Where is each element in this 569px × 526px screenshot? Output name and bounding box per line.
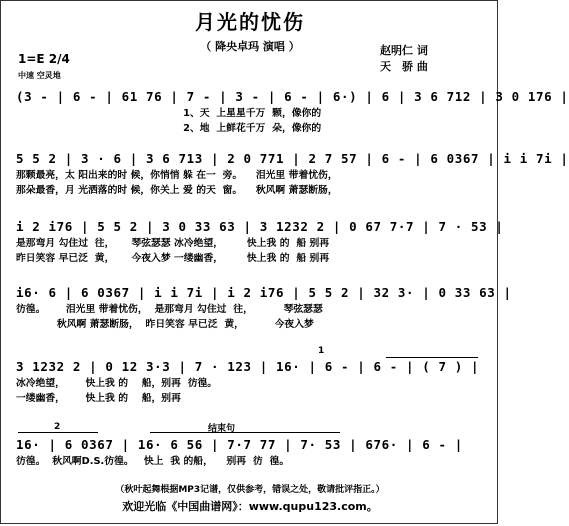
- score-row-3: [16, 218, 504, 266]
- lyric-verse-1: 彷徨。 泪光里 带着忧伤， 是那弯月 勾住过 往， 琴弦瑟瑟: [16, 304, 323, 315]
- volta-two-mark: 2: [54, 422, 61, 432]
- lyricist: 赵明仁 词: [380, 44, 428, 57]
- transcription-note: （秋叶起舞根据MP3记谱，仅供参考，错误之处，敬请批评指正。）: [115, 485, 385, 495]
- ending-line: [150, 432, 340, 433]
- lyric-verse-2: 昨日笑容 早已泛 黄， 今夜入梦 一缕幽香， 快上我 的 船 别再: [16, 253, 330, 264]
- notation-line: 16· | 6 0367 | 16· 6 56 | 7·7 77 | 7· 53 | 676· | 6 - |: [16, 437, 463, 452]
- key-signature: 1=E 2/4: [18, 52, 70, 66]
- notation-line: i6· 6 | 6 0367 | i i 7i | i 2 i76 | 5 5 2 | 32 3· | 0 33 63 |: [16, 285, 512, 300]
- composer: 天 骄 曲: [380, 60, 428, 73]
- lyric-verse-2: 2、地 上鲜花千万 朵，像你的: [16, 123, 322, 134]
- lyric-verse-1: 1、天 上星星千万 颗，像你的: [16, 108, 322, 119]
- ending-label: 结束句: [208, 424, 236, 434]
- notation-line: i 2 i76 | 5 5 2 | 3 0 33 63 | 3 1232 2 | 0 67 7·7 | 7 · 53 |: [16, 219, 504, 234]
- notation-line: 5 5 2 | 3 · 6 | 3 6 713 | 2 0 771 | 2 7 57 | 6 - | 6 0367 | i i 7i |: [16, 151, 569, 166]
- lyric-verse-2: 一缕幽香， 快上我 的 船，别再: [16, 393, 181, 404]
- notation-line: 3 1232 2 | 0 12 3·3 | 7 · 123 | 16· | 6 - | 6 - | ( 7 ) |: [16, 359, 480, 374]
- lyric-verse-2: 秋风啊 萧瑟断肠， 昨日笑容 早已泛 黄， 今夜入梦: [16, 319, 314, 330]
- lyric-verse-2: 那朵最香，月 光洒落的时 候，你关上 爱 的天 窗。 秋风啊 萧瑟断肠，: [16, 185, 338, 196]
- volta-two-line: [18, 432, 98, 433]
- tempo-marking: 中速 空灵地: [18, 71, 61, 80]
- score-row-4: [16, 284, 512, 332]
- score-row-1: [16, 88, 569, 136]
- score-row-6: [16, 436, 486, 469]
- lyric-verse-1: 那颗最亮，太 阳出来的时 候，你悄悄 躲 在一 旁。 泪光里 带着忧伤，: [16, 170, 338, 181]
- lyric-verse-1: 冰冷绝望， 快上我 的 船，别再 彷徨。: [16, 378, 218, 389]
- song-title: 月光的忧伤: [195, 10, 305, 34]
- repeat-mark-one: 1: [318, 346, 325, 356]
- lyric-verse-1: 彷徨。 秋风啊D.S.彷徨。 快上 我 的船， 别再 彷 徨。: [16, 456, 290, 467]
- lyric-verse-1: 是那弯月 勾住过 往， 琴弦瑟瑟 冰冷绝望， 快上我 的 船 别再: [16, 238, 330, 249]
- singer-line: （ 降央卓玛 演唱 ）: [200, 40, 300, 53]
- notation-line: (3 - | 6 - | 61 76 | 7 - | 3 - | 6 - | 6·) | 6 | 3 6 712 | 3 0 176 |: [16, 89, 569, 104]
- score-row-2: [16, 150, 569, 198]
- score-row-5: [16, 358, 486, 406]
- site-credit: 欢迎光临《中国曲谱网》：www.qupu123.com。: [122, 500, 378, 513]
